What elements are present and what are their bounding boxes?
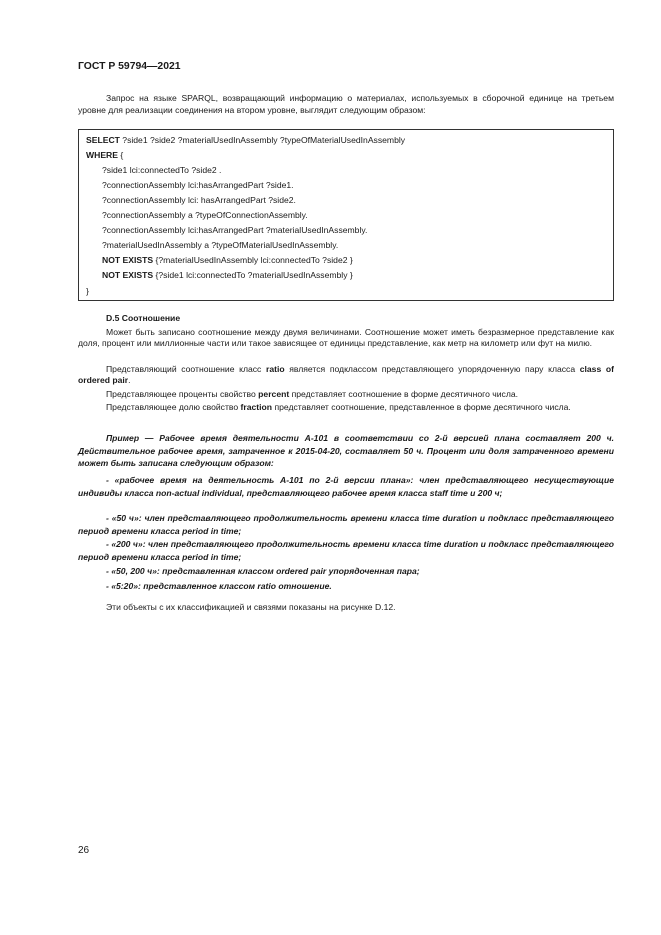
paragraph-percent: Представляющее проценты свойство percent представляет соотношение в форме десятичного числа. — [106, 389, 519, 399]
intro-paragraph: Запрос на языке SPARQL, возвращающий информацию о материалах, используемых в сборочной единице на третьем уровне для реализации соединения на втором уровне, выглядит следующим образом: — [78, 93, 614, 115]
code-line-not-exists-1: NOT EXISTS {?materialUsedInAssembly lci:connectedTo ?side2 } — [102, 255, 353, 265]
code-line-where: WHERE { — [86, 150, 124, 160]
sparql-code-block — [78, 129, 614, 301]
code-line: ?connectionAssembly a ?typeOfConnectionAssembly. — [102, 210, 308, 220]
code-line-not-exists-2: NOT EXISTS {?side1 lci:connectedTo ?materialUsedInAssembly } — [102, 270, 353, 280]
closing-paragraph: Эти объекты с их классификацией и связями показаны на рисунке D.12. — [106, 602, 396, 612]
code-line: ?connectionAssembly lci: hasArrangedPart ?side2. — [102, 195, 296, 205]
standard-header: ГОСТ Р 59794—2021 — [78, 61, 181, 72]
code-line: ?side1 lci:connectedTo ?side2 . — [102, 165, 222, 175]
example-intro: Пример — Рабочее время деятельности А-101 в соответствии со 2-й версией плана составляет 200 ч. Действительное рабочее время, затраченное к 2015-04-20, составляет 50 ч. Процент или доля затраченного времени может быть записана следующим образом: — [78, 433, 614, 468]
example-item: - «5:20»: представленное классом ratio отношение. — [106, 581, 332, 591]
code-line: ?materialUsedInAssembly a ?typeOfMaterialUsedInAssembly. — [102, 240, 339, 250]
example-item: - «50, 200 ч»: представленная классом ordered pair упорядоченная пара; — [106, 566, 420, 576]
code-line-close: } — [86, 286, 89, 296]
paragraph-ratio-class: Представляющий соотношение класс ratio является подклассом представляющего упорядоченную пару класса class of ordered pair. — [78, 364, 614, 386]
page-number: 26 — [78, 845, 90, 856]
code-line: ?connectionAssembly lci:hasArrangedPart ?side1. — [102, 180, 294, 190]
section-title: D.5 Соотношение — [106, 313, 181, 323]
paragraph-ratio-intro: Может быть записано соотношение между двумя величинами. Соотношение может иметь безразмерное представление как доля, процент или миллионные части или такое зависящее от единицы представление, как метр на километр или фут на милю. — [78, 327, 614, 349]
example-item: - «50 ч»: член представляющего продолжительность времени класса time duration и подкласс представляющего период времени класса period in time; — [78, 513, 614, 536]
code-line-select: SELECT ?side1 ?side2 ?materialUsedInAssembly ?typeOfMaterialUsedInAssembly — [86, 135, 406, 145]
example-item: - «200 ч»: член представляющего продолжительность времени класса time duration и подкласс представляющего период времени класса period in time; — [78, 539, 614, 562]
paragraph-fraction: Представляющее долю свойство fraction представляет соотношение, представленное в форме десятичного числа. — [106, 402, 571, 412]
code-line: ?connectionAssembly lci:hasArrangedPart ?materialUsedInAssembly. — [102, 225, 368, 235]
example-item: - «рабочее время на деятельность А-101 по 2-й версии плана»: член представляющего несуществующие индивиды класса non-actual individual, представляющего рабочее время класса staff time и 200 ч; — [78, 475, 614, 498]
